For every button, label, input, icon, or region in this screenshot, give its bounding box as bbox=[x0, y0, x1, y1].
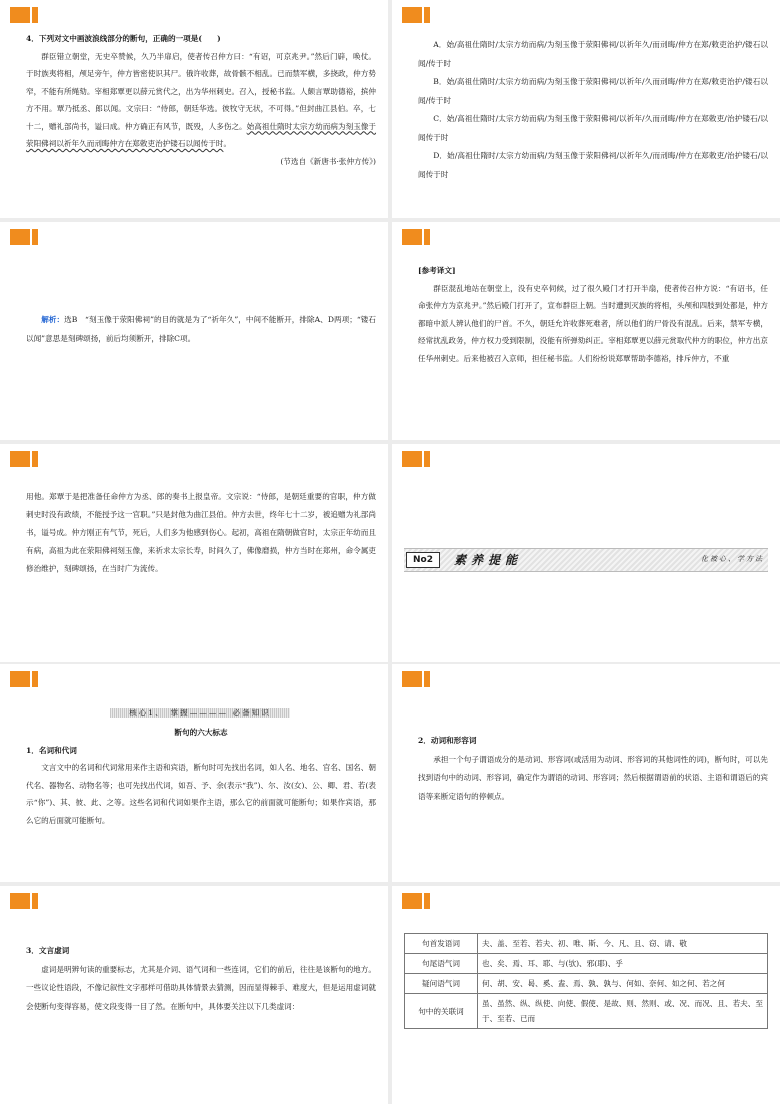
orange-logo-icon bbox=[402, 7, 430, 23]
analysis-paragraph: 解析：选B “刻玉像于荥阳佛祠”的目的就是为了“祈年久”，中间不能断开，排除A、D两项；“镂石以闻”意思是刻碑颂扬，前后均须断开，排除C项。 bbox=[26, 315, 376, 343]
orange-logo-icon bbox=[402, 893, 430, 909]
item-heading: 2．动词和形容词 bbox=[418, 736, 477, 745]
table-row: 疑问语气词 何、胡、安、曷、奚、盍、焉、孰、孰与、何如、奈何、如之何、若之何 bbox=[405, 974, 768, 994]
translation-text: 用他。郑覃于是把准备任命仲方为丞、郎的奏书上报皇帝。文宗说：“侍郎，是朝廷重要的官职，仲方做刺史时没有政绩，不能授予这一官职。”只是封他为曲江县伯。仲方去世，终年七十二岁，被追赠为礼部尚书，谥号成。仲方刚正有气节，死后，人们多为他感到伤心。起初，高祖在隋朝做官时，太宗正年幼而且有病，高祖为此在荥阳佛祠刻玉像，来祈求太宗长寿，时间久了，佛像磨损，仲方当时在郑州，命令属吏修治维护，刻碑颂扬，在当时广为流传。 bbox=[26, 492, 376, 573]
slide-function-words bbox=[0, 886, 388, 1104]
function-word-table bbox=[404, 933, 768, 1029]
slide-options bbox=[392, 0, 780, 218]
slide-verbs bbox=[392, 664, 780, 882]
option-d: D．始/高祖仕隋时/太宗方幼而病/为刻玉像于荥阳佛祠/以祈年久/而刓晦/仲方在郑敕吏/治护镂石/以闻传于时 bbox=[418, 151, 768, 179]
item-text: 文言文中的名词和代词常用来作主语和宾语，断句时可先找出名词，如人名、地名、官名、国名、朝代名、器物名、动物名等；也可先找出代词，如吾、予、余(表示“我”)、尔、汝(女)、公、卿、君、若(表示“你”)、其、彼、此、之等。这些名词和代词如果作主语，那么它的前面就可能断句；如果作宾语，那么它的后面就可能断句。 bbox=[26, 763, 376, 825]
passage-paragraph: 群臣错立朝堂，无史卒赞候，久乃半扉启，使者传召仲方曰：“有诏，可京兆尹。”然后门辟，唤仗。于时族夷将相，颅足旁午，仲方皆密使识其尸。俄许收葬，故骨骸不相乱。已而禁军横，多挠政，仲方势窄，不能有所绳劾。宰相郑覃更以薛元赏代之，出为华州刺史。召入，授秘书监。人颇言覃助德裕，摈仲方不用。覃乃抵丞、郎以闻。文宗曰：“侍郎，朝廷华选。彼牧守无状，不可得。”但封曲江县伯。卒，七十二，赠礼部尚书，谥曰成。仲方确正有风节，既殁，人多伤之。始高祖仕隋时太宗方幼而病为刻玉像于荥阳佛祠以祈年久而刓晦仲方在郑敕吏治护镂石以闻传于时。 bbox=[26, 51, 377, 148]
slide-question bbox=[0, 0, 388, 218]
section-title: 素养提能 bbox=[454, 553, 523, 567]
table-row: 句尾语气词 也、矣、焉、耳、耶、与(欤)、邪(耶)、乎 bbox=[405, 954, 768, 974]
section-subtitle: 化被心、学方法 bbox=[701, 555, 764, 563]
orange-logo-icon bbox=[10, 229, 38, 245]
item-heading: 3．文言虚词 bbox=[26, 946, 70, 955]
table-row: 句中的关联词 虽、虽然、纵、纵使、向使、假使、是故、则、然则、或、况、而况、且、若夫、至于、至若、已而 bbox=[405, 994, 768, 1029]
question-stem: 4．下列对文中画波浪线部分的断句，正确的一项是( ) bbox=[26, 34, 221, 43]
slide-word-table bbox=[392, 886, 780, 1104]
table-row: 句首发语词 夫、盖、至若、若夫、初、唯、斯、今、凡、且、窃、请、敬 bbox=[405, 934, 768, 954]
orange-logo-icon bbox=[402, 451, 430, 467]
slide-analysis bbox=[0, 222, 388, 440]
option-a: A．始/高祖仕隋时/太宗方幼而病/为刻玉像于荥阳佛祠/以祈年久/而刓晦/仲方在郑/敕吏治护/镂石以闻/传于时 bbox=[418, 40, 768, 68]
reference-title: [参考译文] bbox=[418, 266, 456, 275]
orange-logo-icon bbox=[402, 671, 430, 687]
orange-logo-icon bbox=[10, 451, 38, 467]
option-b: B．始/高祖仕隋时/太宗方幼而病/为刻玉像于荥阳佛祠/以祈年/久而刓晦/仲方在郑/敕吏治护/镂石以闻/传于时 bbox=[418, 77, 768, 105]
orange-logo-icon bbox=[402, 229, 430, 245]
item-text: 虚词是明辨句读的重要标志，尤其是介词、语气词和一些连词，它们的前后，往往是该断句的地方。一些议论性语段，不像记叙性文字那样可借助具体情景去猜测，因而显得棘手、难度大，但是运用虚词就会使断句变得容易，使文段变得一目了然。在断句中，具体要关注以下几类虚词： bbox=[26, 964, 376, 1011]
section-heading: 断句的六大标志 bbox=[174, 728, 228, 737]
orange-logo-icon bbox=[10, 7, 38, 23]
slide-nouns bbox=[0, 664, 388, 882]
analysis-label: 解析： bbox=[41, 315, 65, 324]
section-banner bbox=[404, 548, 768, 572]
translation-text: 群臣混乱地站在朝堂上，没有史卒伺候，过了很久殿门才打开半扇，使者传召仲方说：“有诏书，任命张仲方为京兆尹。”然后殿门打开了，宣布群臣上朝。当时遭到灭族的将相，头颅和四肢到处都是，仲方都暗中派人辨认他们的尸首。不久，朝廷允许收葬死难者，所以他们的尸骨没有混乱。后来，禁军专横，经常扰乱政务，仲方权力受到限制，没能有所弹劾纠正。宰相郑覃更以薛元赏取代仲方的职位，仲方出京任华州刺史。后来他被召入京师，担任秘书监。人们纷纷说郑覃帮助李德裕，排斥仲方，不重 bbox=[418, 283, 768, 363]
wavy-underlined-text: 始高祖仕隋时太宗方幼而病为刻玉像于荥阳佛祠以祈年久而刓晦仲方在郑敕吏治护镂石以闻传于时 bbox=[26, 121, 377, 148]
orange-logo-icon bbox=[10, 893, 38, 909]
slide-translation-1 bbox=[392, 222, 780, 440]
option-c: C．始/高祖仕隋时/太宗方幼而病/为刻玉像于荥阳佛祠/以祈年/久而刓晦/仲方在郑敕吏/治护镂石/以闻传于时 bbox=[418, 114, 768, 142]
orange-logo-icon bbox=[10, 671, 38, 687]
slide-translation-2 bbox=[0, 444, 388, 662]
core-banner: 核心1、 掌握———— 必备知识 bbox=[110, 704, 290, 722]
section-number: No2 bbox=[406, 552, 440, 568]
passage-source: (节选自《新唐书·张仲方传》) bbox=[280, 156, 376, 166]
slide-section-banner bbox=[392, 444, 780, 662]
item-text: 承担一个句子谓语成分的是动词、形容词(或活用为动词、形容词的其他词性的词)，断句时，可以先找到语句中的动词、形容词，确定作为谓语的动词、形容词；然后根据谓语前的状语、主语和谓语后的宾语等来断定语句的停顿点。 bbox=[418, 754, 768, 801]
item-heading: 1．名词和代词 bbox=[26, 745, 77, 755]
